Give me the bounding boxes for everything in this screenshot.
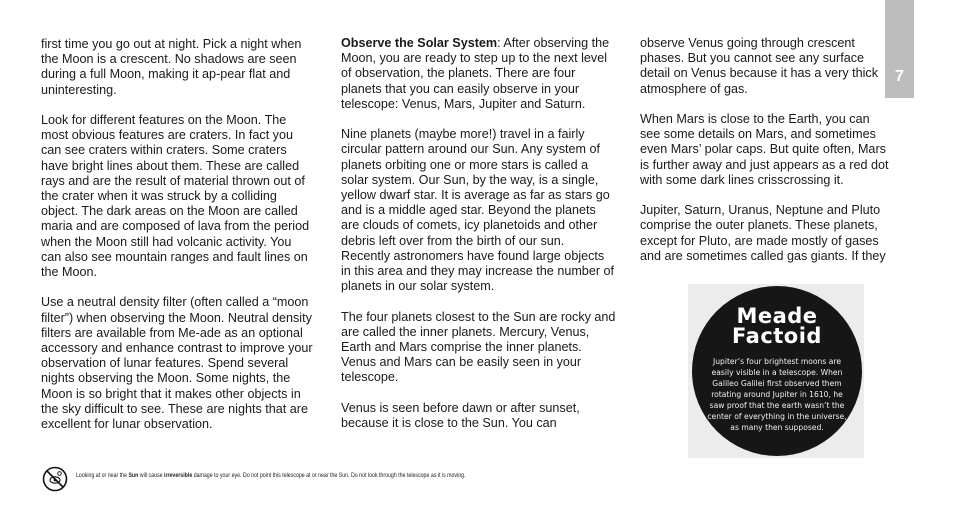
- section-intro: [341, 36, 616, 112]
- factoid-badge: [692, 286, 862, 456]
- paragraph: observe Venus going through crescent phases. But you cannot see any surface detail on Venus because it has a very thick atmosphere of gas.: [640, 36, 879, 96]
- text-column-1: [41, 37, 315, 447]
- paragraph: When Mars is close to the Earth, you can see some details on Mars, and sometimes even Mars’ polar caps. But quite often, Mars is further away and just appears as a red dot with some dark lines crisscrossing it.: [640, 112, 889, 187]
- factoid-title: [706, 306, 848, 346]
- paragraph: Jupiter, Saturn, Uranus, Neptune and Pluto comprise the outer planets. These planets, except for Pluto, are made mostly of gases and are sometimes called gas giants. If they: [640, 203, 886, 263]
- factoid-body: Jupiter’s four brightest moons are easily visible in a telescope. When Galileo Galilei first observed them rotating around Jupiter in 1610, he saw proof that the earth wasn’t the center of everything in the universe, as many then supposed.: [707, 357, 847, 432]
- paragraph: Use a neutral density filter (often called a “moon filter”) when observing the Moon. Neutral density filters are available from Me-ade as an optional accessory and enhance contrast to improve your observation of lunar features. Spend several nights observing the Moon. Some nights, the Moon is so bright that it makes other objects in the sky difficult to see. These are nights that are excellent for lunar observation.: [41, 295, 313, 432]
- paragraph: Nine planets (maybe more!) travel in a fairly circular pattern around our Sun. Any system of planets orbiting one or more stars is called a solar system. Our Sun, by the way, is a single, yellow dwarf star. It is average as far as stars go and is a middle aged star. Beyond the planets are clouds of comets, icy planetoids and other debris left over from the birth of our sun. Recently astronomers have found large objects in this area and they may increase the number of planets in our solar system.: [341, 127, 615, 294]
- intro-text: : After observing the Moon, you are ready to step up to the next level of observation, the planets. There are four planets that you can easily observe in your telescope: Venus, Mars, Jupiter and Saturn.: [341, 36, 610, 111]
- text-column-2: [341, 36, 616, 446]
- page-number-tab: [885, 0, 914, 98]
- section-heading: Observe the Solar System: [341, 36, 498, 50]
- page-number: 7: [895, 68, 904, 85]
- text-column-3: [640, 36, 890, 279]
- paragraph: Look for different features on the Moon. The most obvious features are craters. In fact you can see craters within craters. Some craters have bright lines about them. These are called rays and are the result of material thrown out of the crater when it was struck by a colliding object. The dark areas on the Moon are called maria and are composed of lava from the period when the Moon still had volcanic activity. You can also see mountain ranges and fault lines on the Moon.: [41, 113, 310, 280]
- safety-warning: Looking at or near the Sun will cause irreversible damage to your eye. Do not point this telescope at or near the Sun. Do not look through the telescope as it is moving.: [76, 472, 466, 479]
- paragraph: Venus is seen before dawn or after sunset, because it is close to the Sun. You can: [341, 400, 580, 431]
- factoid-panel: [688, 284, 864, 458]
- factoid-title-line1: Meade: [736, 304, 818, 328]
- paragraph: The four planets closest to the Sun are rocky and are called the inner planets. Mercury, Venus, Earth and Mars comprise the inner planets. Venus and Mars can be easily seen in your telescope.: [341, 309, 616, 385]
- no-sun-viewing-icon: [42, 466, 68, 492]
- factoid-title-line2: Factoid: [732, 324, 822, 348]
- paragraph: first time you go out at night. Pick a night when the Moon is a crescent. No shadows are seen during a full Moon, making it ap-pear flat and uninteresting.: [41, 37, 302, 97]
